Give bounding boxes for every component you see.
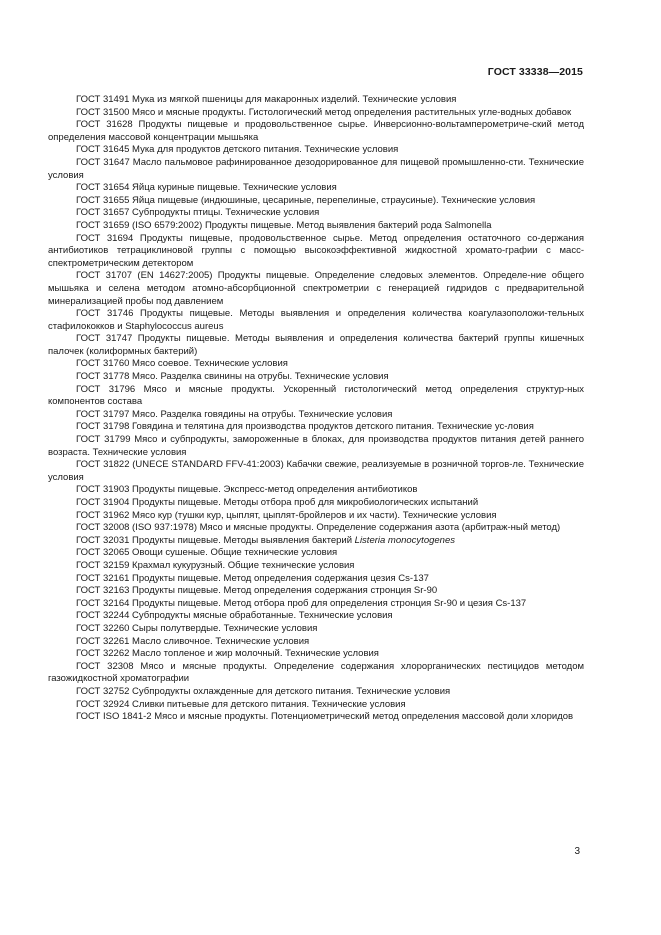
reference-code: ГОСТ 31962 <box>76 509 130 521</box>
reference-item <box>48 358 584 371</box>
reference-code: ГОСТ 32159 <box>76 559 130 571</box>
reference-title: Продукты пищевые. Методы отбора проб для микробиологических испытаний <box>132 497 479 508</box>
reference-code: ГОСТ 32031 <box>76 534 130 546</box>
reference-item <box>48 560 584 573</box>
reference-title: Мясо. Разделка свинины на отрубы. Технические условия <box>132 371 389 383</box>
normative-references-list <box>48 94 584 724</box>
reference-title: Субпродукты птицы. Технические условия <box>132 207 320 219</box>
reference-code: ГОСТ 32260 <box>76 622 130 634</box>
reference-code: ГОСТ 32008 (ISO 937:1978) <box>76 522 197 534</box>
reference-code: ГОСТ 32244 <box>76 610 130 622</box>
reference-title: Субпродукты мясные обработанные. Технические условия <box>132 610 393 622</box>
reference-item <box>48 497 584 510</box>
reference-item <box>48 144 584 157</box>
reference-code: ГОСТ 31707 (EN 14627:2005) <box>76 270 213 282</box>
reference-item <box>48 409 584 422</box>
reference-title: Продукты пищевые. Метод выявления бактерий рода Salmonella <box>204 219 492 231</box>
reference-item <box>48 686 584 699</box>
reference-item <box>48 636 584 649</box>
reference-item <box>48 107 584 120</box>
reference-title: Сливки питьевые для детского питания. Технические условия <box>132 698 406 710</box>
reference-title: Мука из мягкой пшеницы для макаронных изделий. Технические условия <box>132 94 457 105</box>
reference-code: ГОСТ 31659 (ISO 6579:2002) <box>76 219 203 231</box>
reference-code: ГОСТ 32161 <box>76 572 130 584</box>
reference-item <box>48 434 584 459</box>
reference-code: ГОСТ 32065 <box>76 547 130 559</box>
reference-title: Крахмал кукурузный. Общие технические условия <box>132 559 355 571</box>
reference-title: Продукты пищевые. Экспресс-метод определения антибиотиков <box>132 484 418 496</box>
reference-item <box>48 610 584 623</box>
reference-title: Продукты пищевые, продовольственное сырье. Метод определения остаточного со-держания антибиотиков тетрациклиновой группы с помощью высокоэффективной жидкостной хромато-графии с масс-спектрометрическим детектором <box>48 232 585 269</box>
reference-title: Мясо и мясные продукты. Ускоренный гистологический метод определения структур-ных компонентов состава <box>48 383 584 408</box>
reference-code: ГОСТ 32261 <box>76 635 130 647</box>
reference-item <box>48 510 584 523</box>
reference-title: Мясо и субпродукты, замороженные в блоках, для производства продуктов питания детей раннего возраста. Технические условия <box>48 434 585 458</box>
reference-item <box>48 547 584 560</box>
reference-item <box>48 157 584 182</box>
reference-title: Яйца пищевые (индюшиные, цесариные, перепелиные, страусиные). Технические условия <box>132 194 536 206</box>
reference-item <box>48 371 584 384</box>
reference-code: ГОСТ 31796 <box>76 383 136 395</box>
reference-code: ГОСТ 31903 <box>76 484 130 496</box>
reference-code: ГОСТ 31798 <box>76 421 130 433</box>
reference-item <box>48 711 584 724</box>
reference-code: ГОСТ 31491 <box>76 94 130 105</box>
reference-title: Кабачки свежие, реализуемые в розничной торгов-ле. Технические условия <box>48 459 584 483</box>
reference-item <box>48 522 584 535</box>
reference-item <box>48 220 584 233</box>
reference-item <box>48 270 584 308</box>
reference-item <box>48 421 584 434</box>
reference-code: ГОСТ 32164 <box>76 597 130 609</box>
reference-title: Субпродукты охлажденные для детского питания. Технические условия <box>132 685 451 697</box>
reference-item <box>48 484 584 497</box>
reference-item <box>48 535 584 548</box>
reference-title: Продукты пищевые. Метод определения содержания стронция Sr-90 <box>132 585 438 597</box>
reference-code: ГОСТ 31747 <box>76 333 133 345</box>
reference-code: ГОСТ 31500 <box>76 106 130 118</box>
reference-code: ГОСТ 31657 <box>76 207 130 219</box>
reference-code: ГОСТ 32308 <box>76 660 134 672</box>
reference-code: ГОСТ 31746 <box>76 308 134 320</box>
reference-code: ГОСТ 31628 <box>76 119 133 131</box>
reference-code: ГОСТ 31799 <box>76 434 131 446</box>
reference-title: Говядина и телятина для производства продуктов детского питания. Технические ус-ловия <box>132 421 534 433</box>
reference-title: Мясо соевое. Технические условия <box>132 358 288 370</box>
reference-title: Мясо и мясные продукты. Гистологический метод определения растительных угле-водных добавок <box>132 106 572 118</box>
reference-title: Продукты пищевые. Метод отбора проб для определения стронция Sr-90 и цезия Cs-137 <box>132 597 527 609</box>
reference-code: ГОСТ 31760 <box>76 358 130 370</box>
reference-code: ГОСТ 32163 <box>76 585 130 597</box>
reference-title: Продукты пищевые. Метод определения содержания цезия Cs-137 <box>132 572 429 584</box>
reference-item <box>48 585 584 598</box>
reference-title: Продукты пищевые. Методы выявления и определения количества коагулазоположи-тельных стафилококков и Staphylococcus aureus <box>48 308 585 332</box>
reference-item <box>48 661 584 686</box>
reference-item <box>48 119 584 144</box>
reference-code: ГОСТ 32752 <box>76 685 130 697</box>
reference-title: Яйца куриные пищевые. Технические условия <box>132 182 337 194</box>
reference-item <box>48 459 584 484</box>
reference-item <box>48 333 584 358</box>
reference-code: ГОСТ 31647 <box>76 156 130 168</box>
reference-code: ГОСТ 31654 <box>76 182 130 194</box>
reference-code: ГОСТ 31645 <box>76 144 130 156</box>
reference-code: ГОСТ 32262 <box>76 648 130 660</box>
reference-code: ГОСТ 31778 <box>76 371 130 383</box>
reference-title: Продукты пищевые. Методы выявления и определения количества бактерий группы кишечных палочек (колиформных бактерий) <box>48 333 585 357</box>
reference-code: ГОСТ 31694 <box>76 232 134 244</box>
reference-item <box>48 699 584 712</box>
reference-title: Мясо и мясные продукты. Определение содержания азота (арбитраж-ный метод) <box>199 522 561 534</box>
reference-title: Продукты пищевые. Определение следовых элементов. Определе-ние общего мышьяка и селена методом атомно-абсорбционной спектрометрии с генерацией гидридов с предварительной минерализацией пробы под давлением <box>48 270 584 307</box>
page-number: 3 <box>574 846 580 857</box>
reference-title: Мясо кур (тушки кур, цыплят, цыплят-бройлеров и их части). Технические условия <box>132 509 497 521</box>
reference-title: Овощи сушеные. Общие технические условия <box>132 547 338 559</box>
reference-code: ГОСТ 31655 <box>76 194 130 206</box>
reference-item <box>48 623 584 636</box>
reference-title-italic: Listeria monocytogenes <box>354 534 455 546</box>
reference-code: ГОСТ ISO 1841-2 <box>76 711 152 723</box>
reference-item <box>48 195 584 208</box>
reference-title: Продукты пищевые. Методы выявления бактерий <box>132 534 353 546</box>
reference-code: ГОСТ 31797 <box>76 408 130 420</box>
reference-title: Продукты пищевые и продовольственное сырье. Инверсионно-вольтамперометриче-ский метод определения массовой концентрации мышьяка <box>48 119 585 143</box>
reference-item <box>48 94 584 107</box>
reference-title: Мясо. Разделка говядины на отрубы. Технические условия <box>132 408 393 420</box>
reference-item <box>48 182 584 195</box>
reference-item <box>48 648 584 661</box>
reference-title: Мясо и мясные продукты. Определение содержания хлорорганических пестицидов методом газожидкостной хроматографии <box>48 660 585 685</box>
reference-title: Масло топленое и жир молочный. Технические условия <box>132 648 379 660</box>
reference-title: Мясо и мясные продукты. Потенциометрический метод определения массовой доли хлоридов <box>154 711 574 723</box>
reference-title: Сыры полутвердые. Технические условия <box>132 622 318 634</box>
reference-code: ГОСТ 32924 <box>76 698 130 710</box>
reference-title: Масло пальмовое рафинированное дезодорированное для пищевой промышленно-сти. Технические условия <box>48 156 585 181</box>
reference-item <box>48 384 584 409</box>
document-code: ГОСТ 33338—2015 <box>487 66 583 78</box>
reference-item <box>48 308 584 333</box>
reference-title: Масло сливочное. Технические условия <box>132 635 310 647</box>
reference-code: ГОСТ 31904 <box>76 497 130 508</box>
reference-title: Мука для продуктов детского питания. Технические условия <box>132 144 399 156</box>
reference-item <box>48 598 584 611</box>
reference-item <box>48 573 584 586</box>
reference-code: ГОСТ 31822 (UNECE STANDARD FFV-41:2003) <box>76 459 284 471</box>
reference-item <box>48 207 584 220</box>
reference-item <box>48 233 584 271</box>
